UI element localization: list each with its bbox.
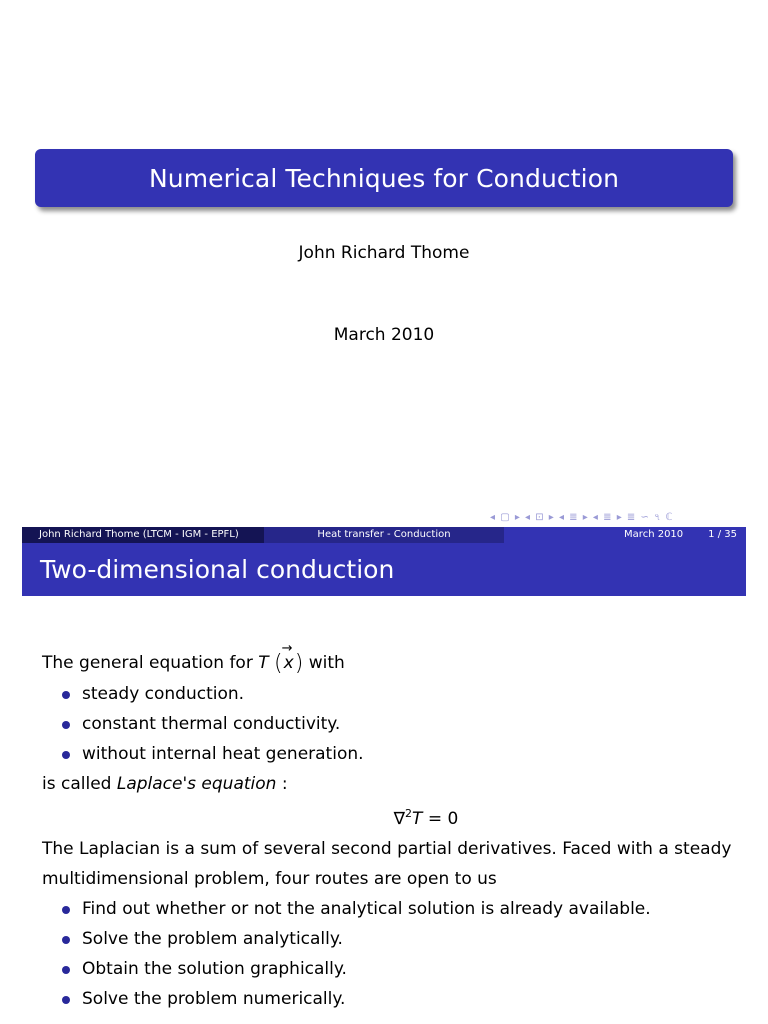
footer-bar — [22, 527, 746, 543]
title-box — [35, 149, 733, 207]
intro-after: with — [308, 653, 345, 673]
intro-text: The general equation for — [42, 653, 253, 673]
footer-author: John Richard Thome (LTCM - IGM - EPFL) — [22, 527, 264, 543]
presentation-date: March 2010 — [333, 325, 435, 345]
footer-topic: Heat transfer - Conduction — [264, 527, 504, 543]
list-item: constant thermal conductivity. — [42, 709, 732, 739]
called-prefix: is called — [42, 774, 112, 794]
laplace-name: Laplace's equation — [116, 774, 277, 794]
called-line — [42, 769, 732, 799]
vector-x: → x — [283, 648, 295, 678]
presentation-title: Numerical Techniques for Conduction — [148, 163, 620, 193]
list-item: Solve the problem analytically. — [42, 924, 732, 954]
equation-exponent: 2 — [405, 807, 413, 820]
list-item: steady conduction. — [42, 679, 732, 709]
author-name: John Richard Thome — [298, 243, 470, 263]
frame-title-bar — [22, 543, 746, 596]
equation-variable: T — [412, 809, 423, 829]
footer-page-number: 1 / 35 — [708, 529, 737, 540]
list-item: Find out whether or not the analytical solution is already available. — [42, 894, 732, 924]
equation-rhs: = 0 — [427, 809, 459, 829]
laplace-equation — [42, 799, 768, 834]
nabla-symbol: ∇ — [393, 809, 406, 829]
paren-open-icon: ( — [274, 651, 283, 676]
called-suffix: : — [281, 774, 288, 794]
footer-info — [504, 527, 746, 543]
beamer-navigation-icons[interactable]: ◂ ▢ ▸ ◂ ⊡ ▸ ◂ ≣ ▸ ◂ ≣ ▸ ≣ ∽ ৭ ℂ — [490, 512, 674, 523]
frame-title: Two-dimensional conduction — [40, 555, 395, 584]
laplacian-paragraph: The Laplacian is a sum of several second partial derivatives. Faced with a steady multidimensional problem, four routes are open to us — [42, 839, 732, 889]
list-item: Obtain the solution graphically. — [42, 954, 732, 984]
list-item: Solve the problem numerically. — [42, 984, 732, 1014]
footer-date: March 2010 — [624, 529, 684, 540]
routes-list — [42, 894, 732, 1014]
slide-content — [42, 648, 732, 1014]
list-item: without internal heat generation. — [42, 739, 732, 769]
intro-line — [42, 648, 732, 679]
intro-variable: T — [258, 653, 269, 673]
paren-close-icon: ) — [294, 651, 304, 676]
conditions-list — [42, 679, 732, 769]
